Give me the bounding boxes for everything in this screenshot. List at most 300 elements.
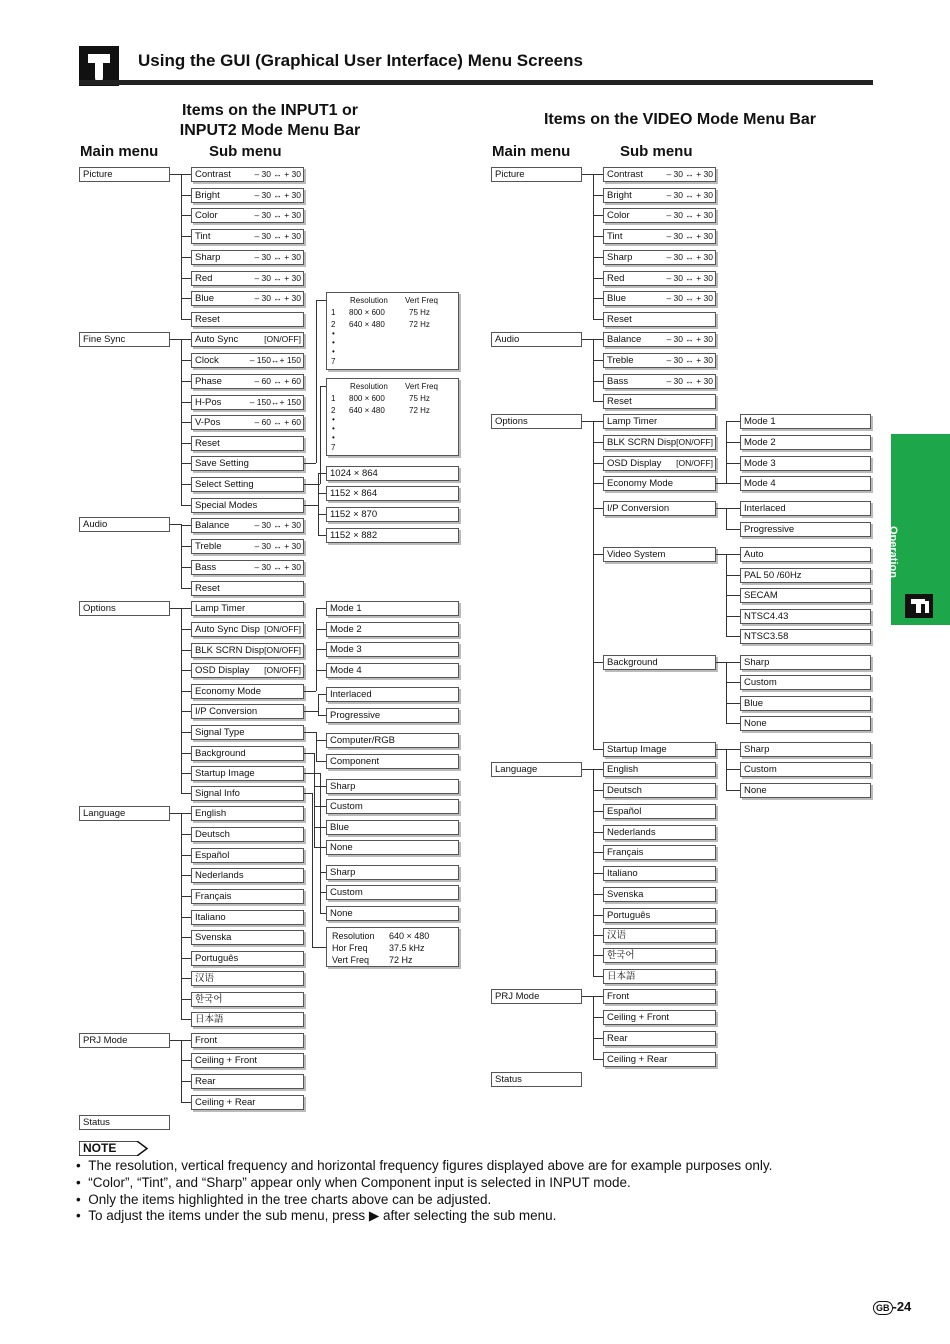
left-main-prj-mode-label: PRJ Mode <box>83 1035 128 1046</box>
right-sub-item[interactable] <box>603 908 716 923</box>
video-system-option[interactable] <box>740 629 871 644</box>
left-sub-item-range: – 30 ↔ + 30 <box>254 210 301 220</box>
row-resolution: 640 × 480 <box>349 406 385 415</box>
connector-line <box>726 421 727 483</box>
left-sub-item-range: – 150↔+ 150 <box>249 397 301 407</box>
video-economy-option[interactable] <box>740 476 871 491</box>
video-system-option[interactable] <box>740 547 871 562</box>
right-sub-item-label: Svenska <box>607 889 644 900</box>
connector-line <box>304 505 318 506</box>
left-sub-item-range: [ON/OFF] <box>264 624 301 634</box>
right-sub-item-range: – 30 ↔ + 30 <box>666 252 713 262</box>
connector-line <box>726 508 740 509</box>
right-sub-item[interactable] <box>603 167 716 182</box>
left-sub-item[interactable] <box>191 643 304 658</box>
right-sub-item[interactable] <box>603 414 716 429</box>
connector-line <box>593 174 603 175</box>
startup-image-option[interactable] <box>326 885 459 900</box>
connector-line <box>181 1102 191 1103</box>
connector-line <box>304 732 316 733</box>
left-sub-item-label: Treble <box>195 541 222 552</box>
connector-line <box>593 421 603 422</box>
signal-type-option[interactable] <box>326 754 459 769</box>
right-sub-item-range: [ON/OFF] <box>676 437 713 447</box>
left-sub-item[interactable] <box>191 560 304 575</box>
left-sub-item-label: Economy Mode <box>195 686 262 697</box>
connector-line <box>716 662 726 663</box>
signal-info-value: 640 × 480 <box>389 931 430 941</box>
background-option[interactable] <box>326 799 459 814</box>
right-sub-item-label: Rear <box>607 1033 628 1044</box>
right-sub-item-label: Português <box>607 910 651 921</box>
right-main-prj-mode[interactable] <box>491 989 582 1004</box>
right-sub-item[interactable] <box>603 208 716 223</box>
right-sub-item[interactable] <box>603 374 716 389</box>
video-startup-option[interactable] <box>740 783 871 798</box>
left-sub-item[interactable] <box>191 930 304 945</box>
right-sub-item-label: Treble <box>607 355 634 366</box>
note-label <box>79 1141 149 1156</box>
connector-line <box>181 629 191 630</box>
left-sub-item-label: Auto Sync Disp <box>195 624 260 635</box>
connector-line <box>716 554 726 555</box>
left-sub-item[interactable] <box>191 332 304 347</box>
left-sub-item[interactable] <box>191 1095 304 1110</box>
video-economy-option[interactable] <box>740 435 871 450</box>
row-resolution: 800 × 600 <box>349 394 385 403</box>
special-mode-option[interactable] <box>326 507 459 522</box>
connector-line <box>181 813 182 1019</box>
video-background-option[interactable] <box>740 655 871 670</box>
left-main-status-label: Status <box>83 1117 110 1128</box>
right-main-picture[interactable] <box>491 167 582 182</box>
connector-line <box>582 996 593 997</box>
left-sub-item-label: English <box>195 808 227 819</box>
video-background-option[interactable] <box>740 696 871 711</box>
left-sub-item-label: Red <box>195 273 213 284</box>
left-sub-item-label: Tint <box>195 231 211 242</box>
connector-line <box>320 386 326 387</box>
right-main-status[interactable] <box>491 1072 582 1087</box>
left-sub-item[interactable] <box>191 291 304 306</box>
connector-line <box>181 524 182 588</box>
left-sub-item-label: Reset <box>195 583 220 594</box>
title-rule <box>79 80 873 85</box>
special-mode-option-label: 1152 × 870 <box>330 509 378 520</box>
connector-line <box>181 608 191 609</box>
ip-conversion-option[interactable] <box>326 708 459 723</box>
right-sub-item[interactable] <box>603 229 716 244</box>
economy-mode-option[interactable] <box>326 663 459 678</box>
resolution-table <box>326 378 459 456</box>
left-sub-item-label: Front <box>195 1035 218 1046</box>
left-main-menu-header: Main menu <box>80 143 159 160</box>
economy-mode-option[interactable] <box>326 601 459 616</box>
connector-line <box>181 525 191 526</box>
left-sub-item[interactable] <box>191 539 304 554</box>
signal-type-option-label: Component <box>330 756 380 767</box>
connector-line <box>316 740 326 741</box>
resolution-col-header: Resolution <box>350 296 388 305</box>
left-main-prj-mode[interactable] <box>79 1033 170 1048</box>
left-sub-item-range: – 30 ↔ + 30 <box>254 273 301 283</box>
right-sub-item[interactable] <box>603 845 716 860</box>
right-sub-item[interactable] <box>603 887 716 902</box>
right-main-picture-label: Picture <box>495 169 525 180</box>
connector-line <box>593 894 603 895</box>
connector-line <box>593 811 603 812</box>
left-sub-item[interactable] <box>191 848 304 863</box>
right-main-menu-header: Main menu <box>492 143 571 160</box>
right-sub-item-label: Tint <box>607 231 623 242</box>
connector-line <box>181 650 191 651</box>
left-sub-item[interactable] <box>191 456 304 471</box>
right-main-options-label: Options <box>495 416 528 427</box>
connector-line <box>181 484 191 485</box>
left-sub-item[interactable] <box>191 806 304 821</box>
right-sub-item[interactable] <box>603 1052 716 1067</box>
left-sub-item[interactable] <box>191 353 304 368</box>
background-option[interactable] <box>326 820 459 835</box>
startup-image-option[interactable] <box>326 906 459 921</box>
vert-freq-col-header: Vert Freq <box>405 296 438 305</box>
left-heading-line2: INPUT2 Mode Menu Bar <box>179 122 361 139</box>
page-title: Using the GUI (Graphical User Interface) Menu Screens <box>138 51 583 70</box>
right-sub-item[interactable] <box>603 825 716 840</box>
left-sub-item[interactable] <box>191 1033 304 1048</box>
right-main-language-label: Language <box>495 764 538 775</box>
connector-line <box>314 753 315 847</box>
left-sub-item-label: Bass <box>195 562 217 573</box>
connector-line <box>593 935 603 936</box>
row-index: 2 <box>331 320 336 329</box>
right-sub-item-label: Sharp <box>607 252 633 263</box>
connector-line <box>181 834 191 835</box>
left-sub-item[interactable] <box>191 827 304 842</box>
left-sub-item[interactable] <box>191 910 304 925</box>
startup-image-option-label: Sharp <box>330 867 356 878</box>
left-sub-item[interactable] <box>191 889 304 904</box>
right-sub-item-label: Lamp Timer <box>607 416 658 427</box>
left-sub-item-label: Signal Type <box>195 727 245 738</box>
connector-line <box>593 257 603 258</box>
background-option[interactable] <box>326 840 459 855</box>
left-sub-item[interactable] <box>191 951 304 966</box>
signal-info-label: Hor Freq <box>332 943 368 953</box>
right-sub-item[interactable] <box>603 989 716 1004</box>
row-vert-freq: 75 Hz <box>409 308 430 317</box>
connector-line <box>593 442 603 443</box>
left-sub-item[interactable] <box>191 786 304 801</box>
left-sub-item[interactable] <box>191 498 304 513</box>
connector-line <box>716 508 726 509</box>
background-option-label: Sharp <box>330 781 356 792</box>
right-sub-item[interactable] <box>603 250 716 265</box>
right-sub-item-label: Blue <box>607 293 627 304</box>
right-sub-item[interactable] <box>603 476 716 491</box>
left-sub-item[interactable] <box>191 704 304 719</box>
special-mode-option[interactable] <box>326 466 459 481</box>
left-main-options[interactable] <box>79 601 170 616</box>
left-sub-item[interactable] <box>191 766 304 781</box>
video-system-option[interactable] <box>740 609 871 624</box>
left-sub-item[interactable] <box>191 992 304 1007</box>
left-sub-item[interactable] <box>191 415 304 430</box>
resolution-col-header: Resolution <box>350 382 388 391</box>
left-sub-item-range: – 150↔+ 150 <box>249 355 301 365</box>
connector-line <box>181 1060 191 1061</box>
note-text-2: “Color”, “Tint”, and “Sharp” appear only when Component input is selected in INPUT mode. <box>88 1175 631 1190</box>
left-sub-item-label: Select Setting <box>195 479 254 490</box>
connector-line <box>582 769 593 770</box>
right-sub-item[interactable] <box>603 312 716 327</box>
right-sub-item[interactable] <box>603 783 716 798</box>
left-sub-item-range: – 30 ↔ + 30 <box>254 293 301 303</box>
row-index: 2 <box>331 406 336 415</box>
connector-line <box>726 483 740 484</box>
left-sub-item[interactable] <box>191 1074 304 1089</box>
connector-line <box>181 1019 191 1020</box>
background-option[interactable] <box>326 779 459 794</box>
connector-line <box>726 662 740 663</box>
right-sub-item[interactable] <box>603 762 716 777</box>
right-main-prj-mode-label: PRJ Mode <box>495 991 540 1002</box>
right-sub-item-range: – 30 ↔ + 30 <box>666 355 713 365</box>
right-main-options[interactable] <box>491 414 582 429</box>
right-heading: Items on the VIDEO Mode Menu Bar <box>543 111 817 128</box>
left-main-language[interactable] <box>79 806 170 821</box>
right-sub-item[interactable] <box>603 655 716 670</box>
left-sub-item-label: OSD Display <box>195 665 250 676</box>
left-sub-item[interactable] <box>191 1053 304 1068</box>
right-sub-item[interactable] <box>603 353 716 368</box>
special-mode-option-label: 1152 × 864 <box>330 488 378 499</box>
left-sub-item[interactable] <box>191 868 304 883</box>
left-sub-item[interactable] <box>191 622 304 637</box>
left-sub-item-label: Phase <box>195 376 222 387</box>
left-sub-item-label: Sharp <box>195 252 221 263</box>
right-sub-item-label: 汉语 <box>607 930 627 941</box>
left-main-status[interactable] <box>79 1115 170 1130</box>
video-ip-option[interactable] <box>740 501 871 516</box>
special-mode-option[interactable] <box>326 528 459 543</box>
right-main-language[interactable] <box>491 762 582 777</box>
right-sub-item-label: Nederlands <box>607 827 656 838</box>
connector-line <box>304 753 314 754</box>
right-sub-item[interactable] <box>603 969 716 984</box>
video-system-option[interactable] <box>740 588 871 603</box>
right-sub-item[interactable] <box>603 804 716 819</box>
left-sub-item-label: H-Pos <box>195 397 222 408</box>
connector-line <box>304 793 312 794</box>
connector-line <box>181 670 191 671</box>
connector-line <box>726 662 727 723</box>
left-sub-item-label: Ceiling + Front <box>195 1055 258 1066</box>
connector-line <box>318 514 326 515</box>
left-sub-item-label: V-Pos <box>195 417 221 428</box>
video-system-option[interactable] <box>740 568 871 583</box>
left-sub-item[interactable] <box>191 581 304 596</box>
video-ip-option[interactable] <box>740 522 871 537</box>
connector-line <box>593 852 603 853</box>
ip-conversion-option[interactable] <box>326 687 459 702</box>
connector-line <box>716 749 726 750</box>
economy-mode-option[interactable] <box>326 642 459 657</box>
startup-image-option[interactable] <box>326 865 459 880</box>
connector-line <box>593 319 603 320</box>
left-sub-item-range: – 30 ↔ + 30 <box>254 541 301 551</box>
left-sub-item-range: [ON/OFF] <box>264 334 301 344</box>
connector-line <box>304 463 316 464</box>
right-sub-item[interactable] <box>603 547 716 562</box>
right-sub-item[interactable] <box>603 435 716 450</box>
left-sub-item[interactable] <box>191 1012 304 1027</box>
right-sub-item[interactable] <box>603 501 716 516</box>
left-sub-item[interactable] <box>191 746 304 761</box>
left-sub-item[interactable] <box>191 374 304 389</box>
video-economy-option-label: Mode 3 <box>744 458 776 469</box>
economy-mode-option[interactable] <box>326 622 459 637</box>
video-background-option[interactable] <box>740 716 871 731</box>
left-sub-item[interactable] <box>191 271 304 286</box>
signal-type-option[interactable] <box>326 733 459 748</box>
right-sub-item[interactable] <box>603 742 716 757</box>
connector-line <box>320 913 326 914</box>
left-sub-item-range: – 30 ↔ + 30 <box>254 252 301 262</box>
row-vert-freq: 72 Hz <box>409 406 430 415</box>
connector-line <box>320 872 326 873</box>
video-startup-option[interactable] <box>740 762 871 777</box>
right-sub-item[interactable] <box>603 1031 716 1046</box>
right-sub-item[interactable] <box>603 332 716 347</box>
right-sub-item[interactable] <box>603 1010 716 1025</box>
left-main-audio-label: Audio <box>83 519 108 530</box>
left-sub-item[interactable] <box>191 250 304 265</box>
left-sub-item-range: – 30 ↔ + 30 <box>254 562 301 572</box>
right-sub-item-label: I/P Conversion <box>607 503 670 514</box>
right-sub-item[interactable] <box>603 271 716 286</box>
economy-mode-option-label: Mode 4 <box>330 665 362 676</box>
connector-line <box>593 215 603 216</box>
left-sub-item-label: Italiano <box>195 912 226 923</box>
connector-line <box>593 749 603 750</box>
left-sub-item[interactable] <box>191 229 304 244</box>
left-sub-item[interactable] <box>191 395 304 410</box>
left-sub-item[interactable] <box>191 725 304 740</box>
video-startup-option-label: Sharp <box>744 744 770 755</box>
right-sub-item[interactable] <box>603 866 716 881</box>
connector-line <box>593 996 594 1059</box>
row-index: 1 <box>331 394 336 403</box>
connector-line <box>726 421 740 422</box>
left-main-fine-sync[interactable] <box>79 332 170 347</box>
connector-line <box>181 546 191 547</box>
connector-line <box>318 694 319 715</box>
left-sub-item-range: – 30 ↔ + 30 <box>254 520 301 530</box>
connector-line <box>316 608 326 609</box>
right-sub-item[interactable] <box>603 456 716 471</box>
connector-line <box>304 711 318 712</box>
right-sub-item-label: BLK SCRN Disp <box>607 437 677 448</box>
left-sub-item[interactable] <box>191 312 304 327</box>
left-sub-item[interactable] <box>191 663 304 678</box>
connector-line <box>316 761 326 762</box>
connector-line <box>726 703 740 704</box>
note-item-1: • The resolution, vertical frequency and horizontal frequency figures displayed above are for example purposes only. <box>76 1158 773 1173</box>
video-economy-option[interactable] <box>740 456 871 471</box>
left-sub-item[interactable] <box>191 684 304 699</box>
left-sub-item-label: BLK SCRN Disp <box>195 645 265 656</box>
left-sub-item[interactable] <box>191 971 304 986</box>
ellipsis-dots: • • • <box>332 415 335 442</box>
connector-line <box>181 588 191 589</box>
vert-freq-col-header: Vert Freq <box>405 382 438 391</box>
right-sub-item-label: Background <box>607 657 658 668</box>
connector-line <box>181 753 191 754</box>
special-mode-option[interactable] <box>326 486 459 501</box>
right-sub-item-label: Bright <box>607 190 632 201</box>
right-sub-item[interactable] <box>603 291 716 306</box>
signal-info-label: Vert Freq <box>332 955 370 965</box>
left-sub-item[interactable] <box>191 208 304 223</box>
connector-line <box>181 195 191 196</box>
left-sub-item[interactable] <box>191 167 304 182</box>
connector-line <box>320 892 326 893</box>
connector-line <box>181 257 191 258</box>
ellipsis-dots: • • • <box>332 329 335 356</box>
operation-tab-label: Operation <box>887 526 899 578</box>
connector-line <box>181 917 191 918</box>
left-sub-item[interactable] <box>191 188 304 203</box>
right-main-audio[interactable] <box>491 332 582 347</box>
left-sub-item-label: Español <box>195 850 230 861</box>
connector-line <box>593 381 603 382</box>
left-sub-item-label: Bright <box>195 190 220 201</box>
connector-line <box>582 174 593 175</box>
video-startup-option[interactable] <box>740 742 871 757</box>
video-economy-option[interactable] <box>740 414 871 429</box>
left-sub-item[interactable] <box>191 601 304 616</box>
video-system-option-label: NTSC3.58 <box>744 631 789 642</box>
left-main-picture[interactable] <box>79 167 170 182</box>
left-main-fine-sync-label: Fine Sync <box>83 334 126 345</box>
right-sub-item[interactable] <box>603 394 716 409</box>
video-background-option-label: Sharp <box>744 657 770 668</box>
video-background-option[interactable] <box>740 675 871 690</box>
connector-line <box>181 298 191 299</box>
left-sub-item[interactable] <box>191 518 304 533</box>
left-sub-item-label: Ceiling + Rear <box>195 1097 256 1108</box>
right-sub-item[interactable] <box>603 928 716 943</box>
signal-info-value: 72 Hz <box>389 955 413 965</box>
left-sub-menu-header: Sub menu <box>209 143 282 160</box>
right-sub-item[interactable] <box>603 188 716 203</box>
left-main-audio[interactable] <box>79 517 170 532</box>
connector-line <box>593 1017 603 1018</box>
connector-line <box>181 773 191 774</box>
left-sub-item[interactable] <box>191 477 304 492</box>
right-sub-item-label: Video System <box>607 549 666 560</box>
right-sub-item-label: Color <box>607 210 630 221</box>
left-sub-item[interactable] <box>191 436 304 451</box>
connector-line <box>181 278 191 279</box>
page-number-text: -24 <box>892 1299 912 1314</box>
ip-conversion-option-label: Interlaced <box>330 689 372 700</box>
left-sub-item-label: Rear <box>195 1076 216 1087</box>
right-sub-item[interactable] <box>603 948 716 963</box>
left-sub-item-label: Color <box>195 210 218 221</box>
right-sub-item-range: – 30 ↔ + 30 <box>666 190 713 200</box>
